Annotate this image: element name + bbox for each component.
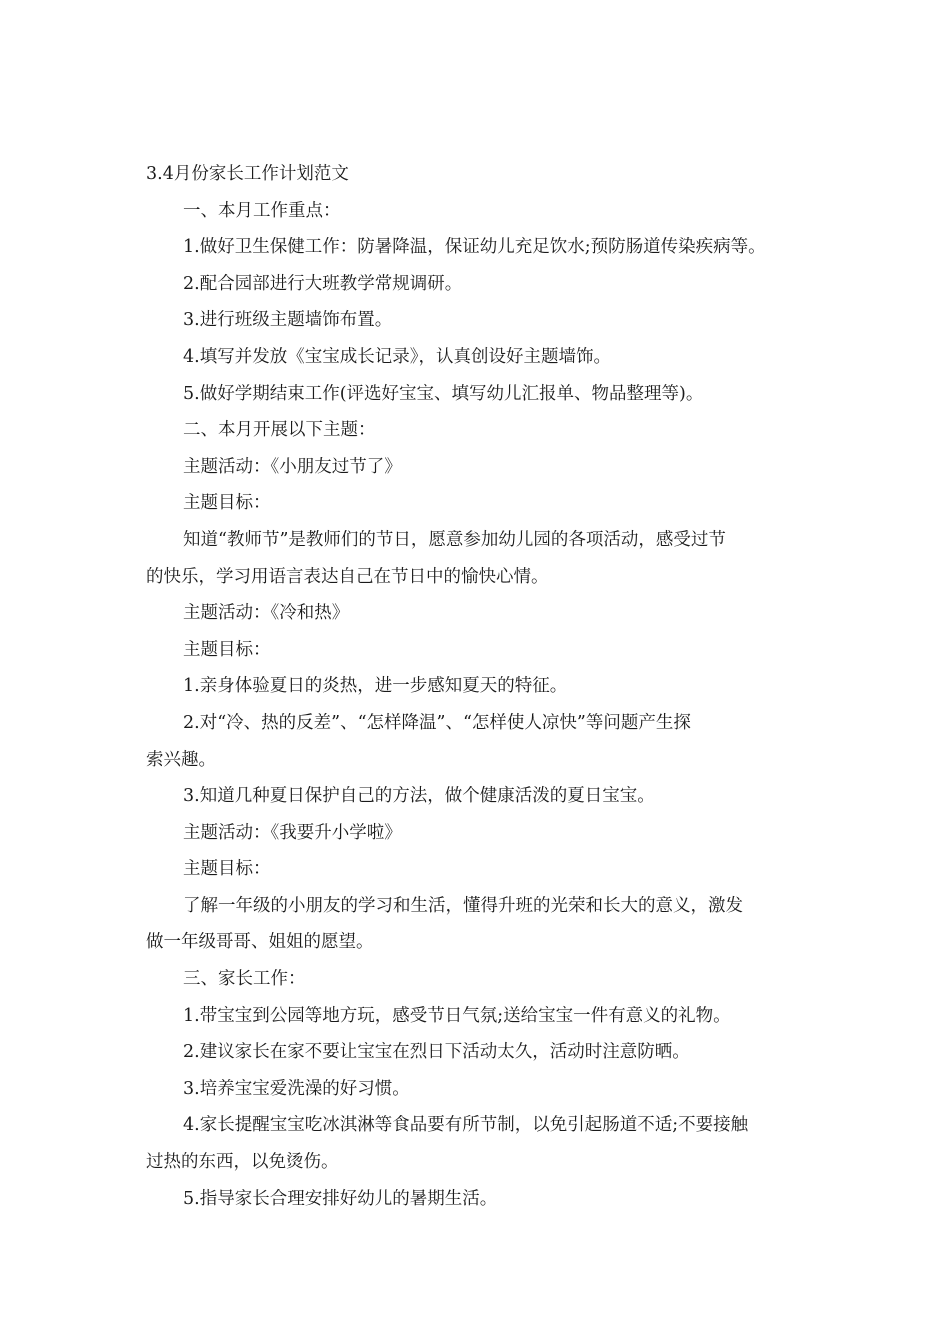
document-line: 1.做好卫生保健工作：防暑降温，保证幼儿充足饮水;预防肠道传染疾病等。: [183, 237, 766, 258]
document-line: 主题活动：《我要升小学啦》: [183, 822, 402, 843]
document-body: [146, 193, 810, 1218]
document-line: 主题目标：: [183, 859, 271, 880]
document-line: 一、本月工作重点：: [183, 200, 341, 221]
document-line: 1.亲身体验夏日的炎热，进一步感知夏天的特征。: [183, 676, 568, 697]
document-line: 主题活动：《冷和热》: [183, 603, 350, 624]
document-line: 了解一年级的小朋友的学习和生活，懂得升班的光荣和长大的意义，激发: [183, 895, 743, 916]
document-line: 2.配合园部进行大班教学常规调研。: [183, 273, 463, 294]
document-line: 过热的东西，以免烫伤。: [146, 1152, 339, 1173]
document-line: 3.进行班级主题墙饰布置。: [183, 310, 393, 331]
document-line: 做一年级哥哥、姐姐的愿望。: [146, 932, 374, 953]
document-line: 主题目标：: [183, 493, 271, 514]
document-page: [146, 156, 810, 1217]
document-line: 的快乐，学习用语言表达自己在节日中的愉快心情。: [146, 566, 549, 587]
document-line: 索兴趣。: [146, 749, 216, 770]
document-line: 2.对“冷、热的反差”、“怎样降温”、“怎样使人凉快”等问题产生探: [183, 712, 691, 733]
document-line: 4.家长提醒宝宝吃冰淇淋等食品要有所节制，以免引起肠道不适;不要接触: [183, 1115, 749, 1136]
document-line: 主题活动：《小朋友过节了》: [183, 456, 402, 477]
document-line: 知道“教师节”是教师们的节日，愿意参加幼儿园的各项活动，感受过节: [183, 529, 726, 550]
document-line: 2.建议家长在家不要让宝宝在烈日下活动太久，活动时注意防晒。: [183, 1042, 690, 1063]
document-title: 3.4月份家长工作计划范文: [146, 164, 349, 184]
document-line: 3.培养宝宝爱洗澡的好习惯。: [183, 1078, 410, 1099]
document-line: 3.知道几种夏日保护自己的方法，做个健康活泼的夏日宝宝。: [183, 786, 655, 807]
document-line: 主题目标：: [183, 639, 271, 660]
document-line: 三、家长工作：: [183, 969, 306, 990]
document-line: 5.指导家长合理安排好幼儿的暑期生活。: [183, 1188, 498, 1209]
document-line: 5.做好学期结束工作(评选好宝宝、填写幼儿汇报单、物品整理等)。: [183, 383, 704, 404]
document-line: 4.填写并发放《宝宝成长记录》，认真创设好主题墙饰。: [183, 346, 611, 367]
document-line: 二、本月开展以下主题：: [183, 420, 376, 441]
document-line: 1.带宝宝到公园等地方玩，感受节日气氛;送给宝宝一件有意义的礼物。: [183, 1005, 731, 1026]
